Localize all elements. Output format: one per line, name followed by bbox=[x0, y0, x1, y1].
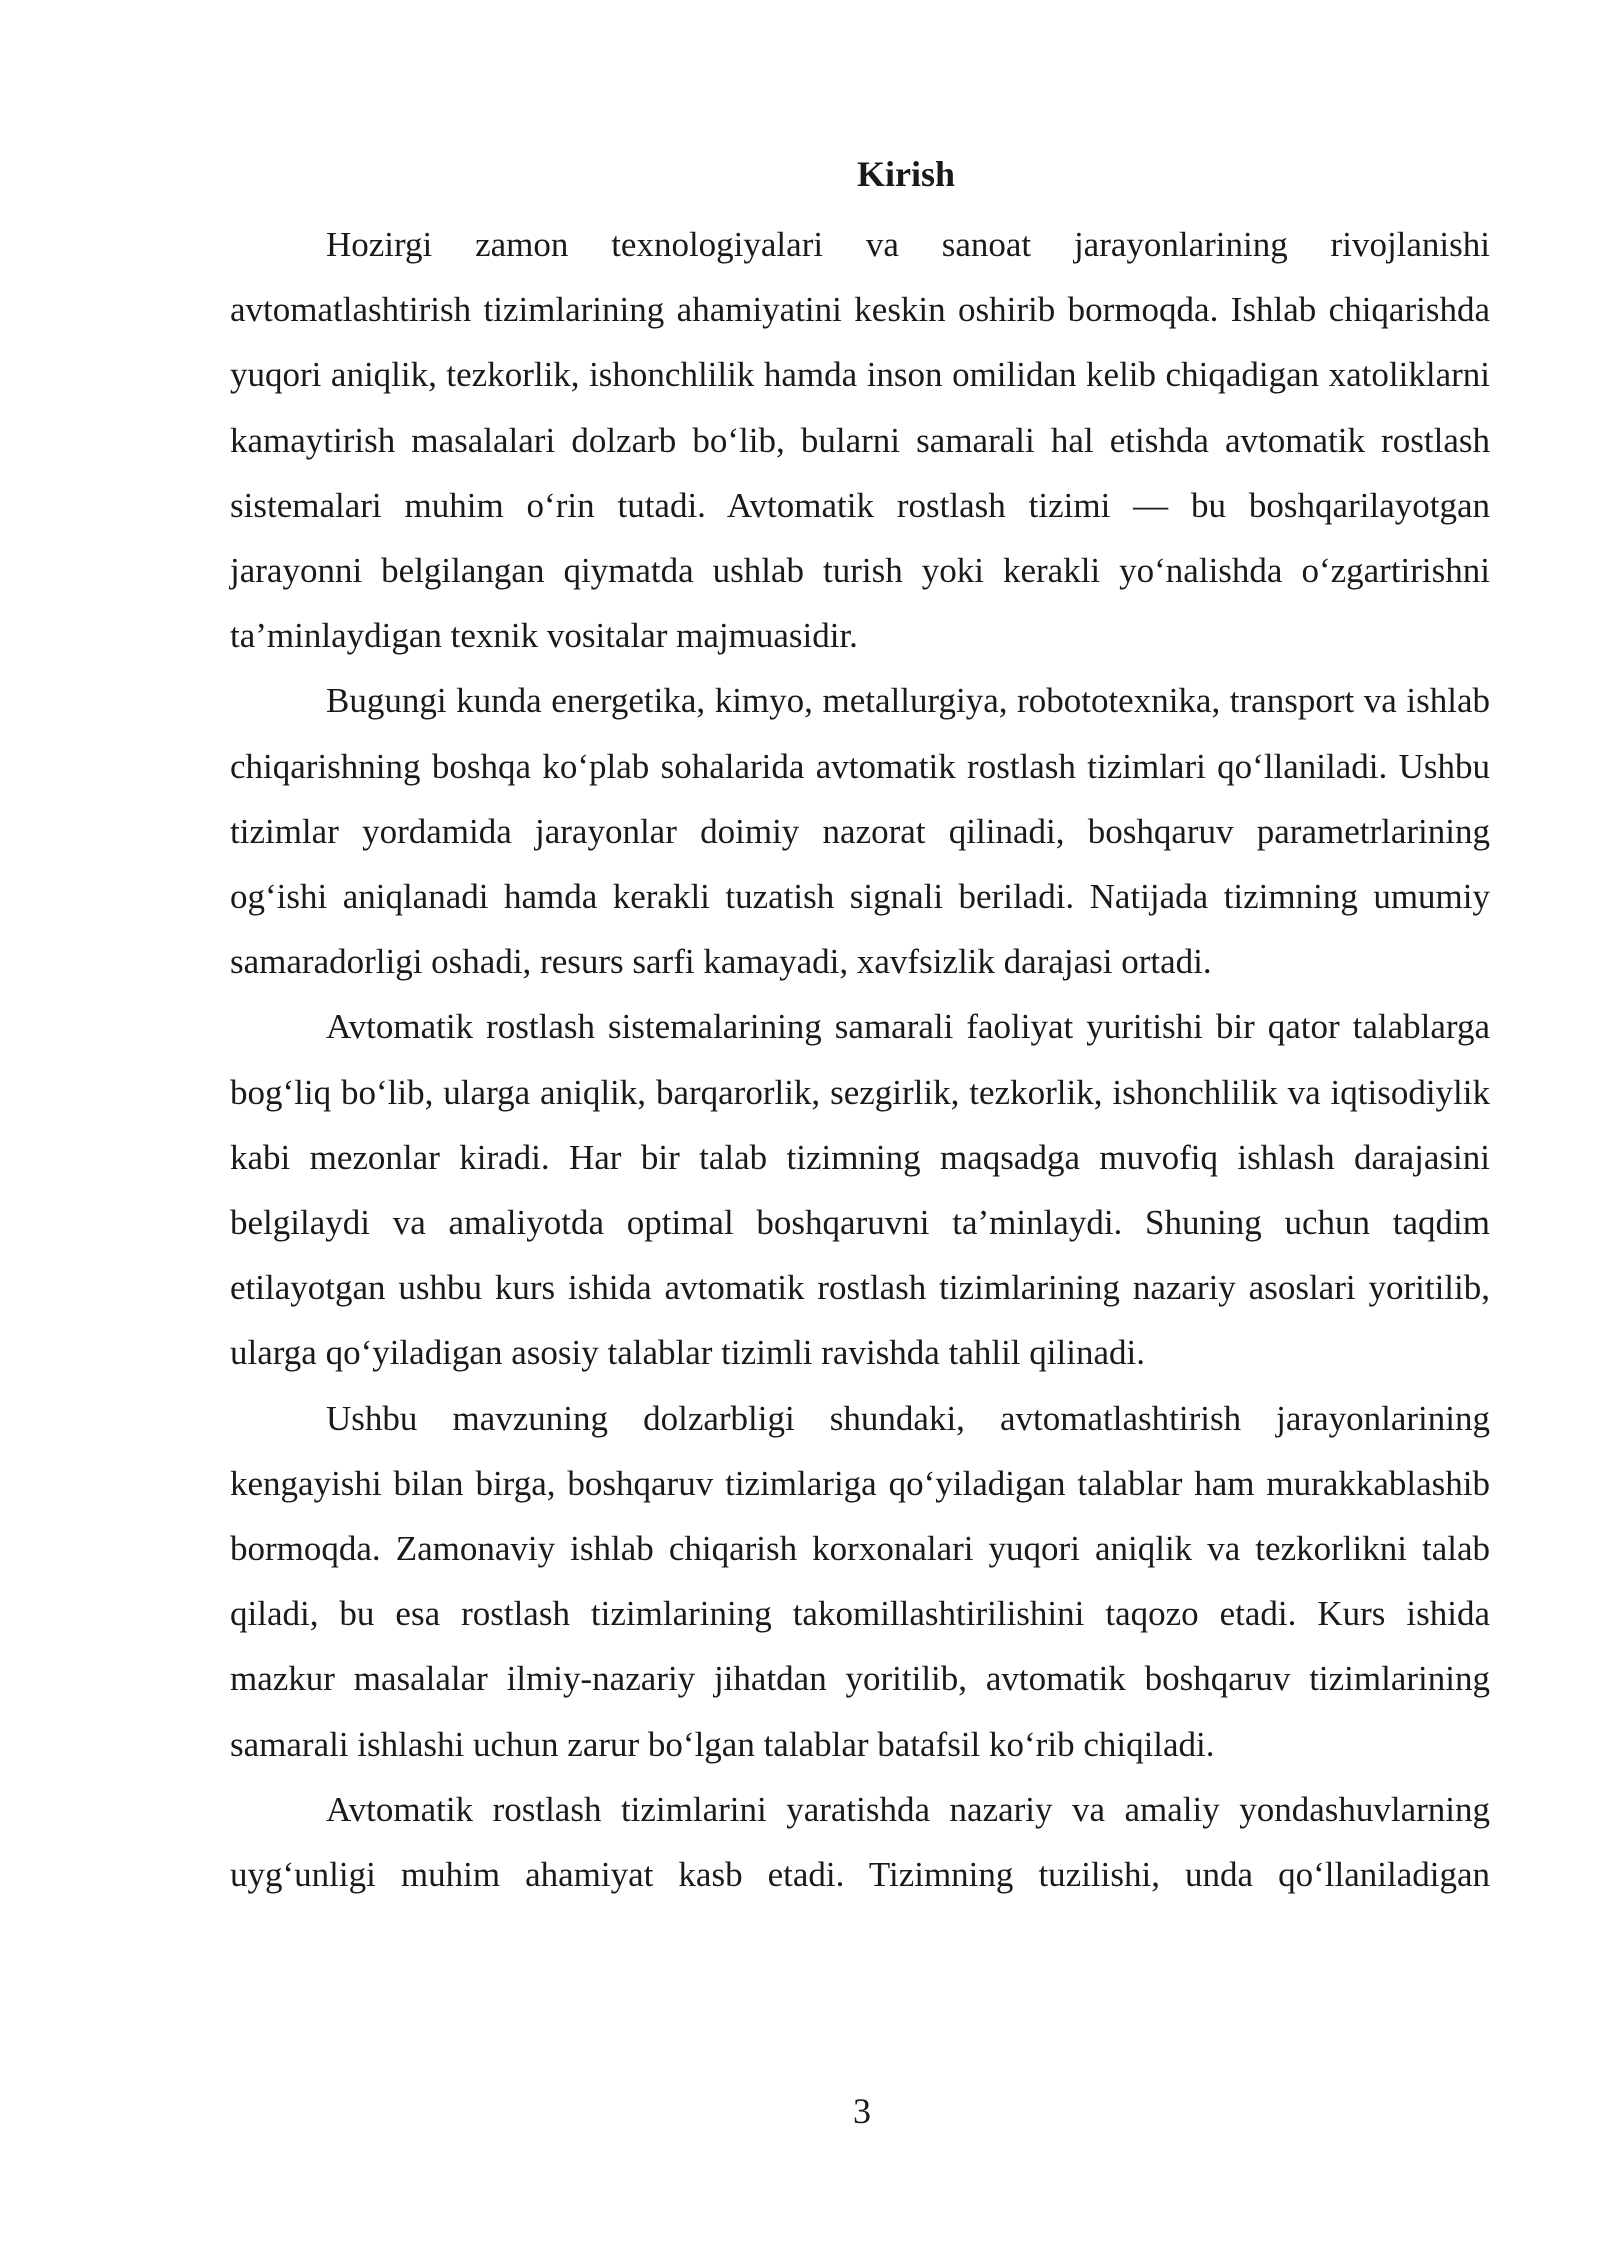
body-text bbox=[230, 212, 1490, 1907]
paragraph-4: Ushbu mavzuning dolzarbligi shundaki, avtomatlashtirish jarayonlarining kengayishi bilan birga, boshqaruv tizimlariga qo‘yiladigan talablar ham murakkablashib bormoqda. Zamonaviy ishlab chiqarish korxonalari yuqori aniqlik va tezkorlikni talab qiladi, bu esa rostlash tizimlarining takomillashtirilishini taqozo etadi. Kurs ishida mazkur masalalar ilmiy-nazariy jihatdan yoritilib, avtomatik boshqaruv tizimlarining samarali ishlashi uchun zarur bo‘lgan talablar batafsil ko‘rib chiqiladi. bbox=[230, 1398, 1490, 1764]
paragraph-2: Bugungi kunda energetika, kimyo, metallurgiya, robototexnika, transport va ishlab chiqarishning boshqa ko‘plab sohalarida avtomatik rostlash tizimlari qo‘llaniladi. Ushbu tizimlar yordamida jarayonlar doimiy nazorat qilinadi, boshqaruv parametrlarining og‘ishi aniqlanadi hamda kerakli tuzatish signali beriladi. Natijada tizimning umumiy samaradorligi oshadi, resurs sarfi kamayadi, xavfsizlik darajasi ortadi. bbox=[230, 681, 1490, 982]
paragraph-5: Avtomatik rostlash tizimlarini yaratishda nazariy va amaliy yondashuvlarning uyg‘unligi muhim ahamiyat kasb etadi. Tizimning tuzilishi, unda qo‘llaniladigan bbox=[230, 1789, 1490, 1895]
paragraph-1: Hozirgi zamon texnologiyalari va sanoat jarayonlarining rivojlanishi avtomatlashtirish tizimlarining ahamiyatini keskin oshirib bormoqda. Ishlab chiqarishda yuqori aniqlik, tezkorlik, ishonchlilik hamda inson omilidan kelib chiqadigan xatoliklarni kamaytirish masalalari dolzarb bo‘lib, bularni samarali hal etishda avtomatik rostlash sistemalari muhim o‘rin tutadi. Avtomatik rostlash tizimi — bu boshqarilayotgan jarayonni belgilangan qiymatda ushlab turish yoki kerakli yo‘nalishda o‘zgartirishni ta’minlaydigan texnik vositalar majmuasidir. bbox=[230, 225, 1490, 656]
paragraph-3: Avtomatik rostlash sistemalarining samarali faoliyat yuritishi bir qator talablarga bog‘liq bo‘lib, ularga aniqlik, barqarorlik, sezgirlik, tezkorlik, ishonchlilik va iqtisodiylik kabi mezonlar kiradi. Har bir talab tizimning maqsadga muvofiq ishlash darajasini belgilaydi va amaliyotda optimal boshqaruvni ta’minlaydi. Shuning uchun taqdim etilayotgan ushbu kurs ishida avtomatik rostlash tizimlarining nazariy asoslari yoritilib, ularga qo‘yiladigan asosiy talablar tizimli ravishda tahlil qilinadi. bbox=[230, 1007, 1490, 1373]
section-title: Kirish bbox=[856, 154, 955, 194]
page-number: 3 bbox=[853, 2091, 871, 2131]
